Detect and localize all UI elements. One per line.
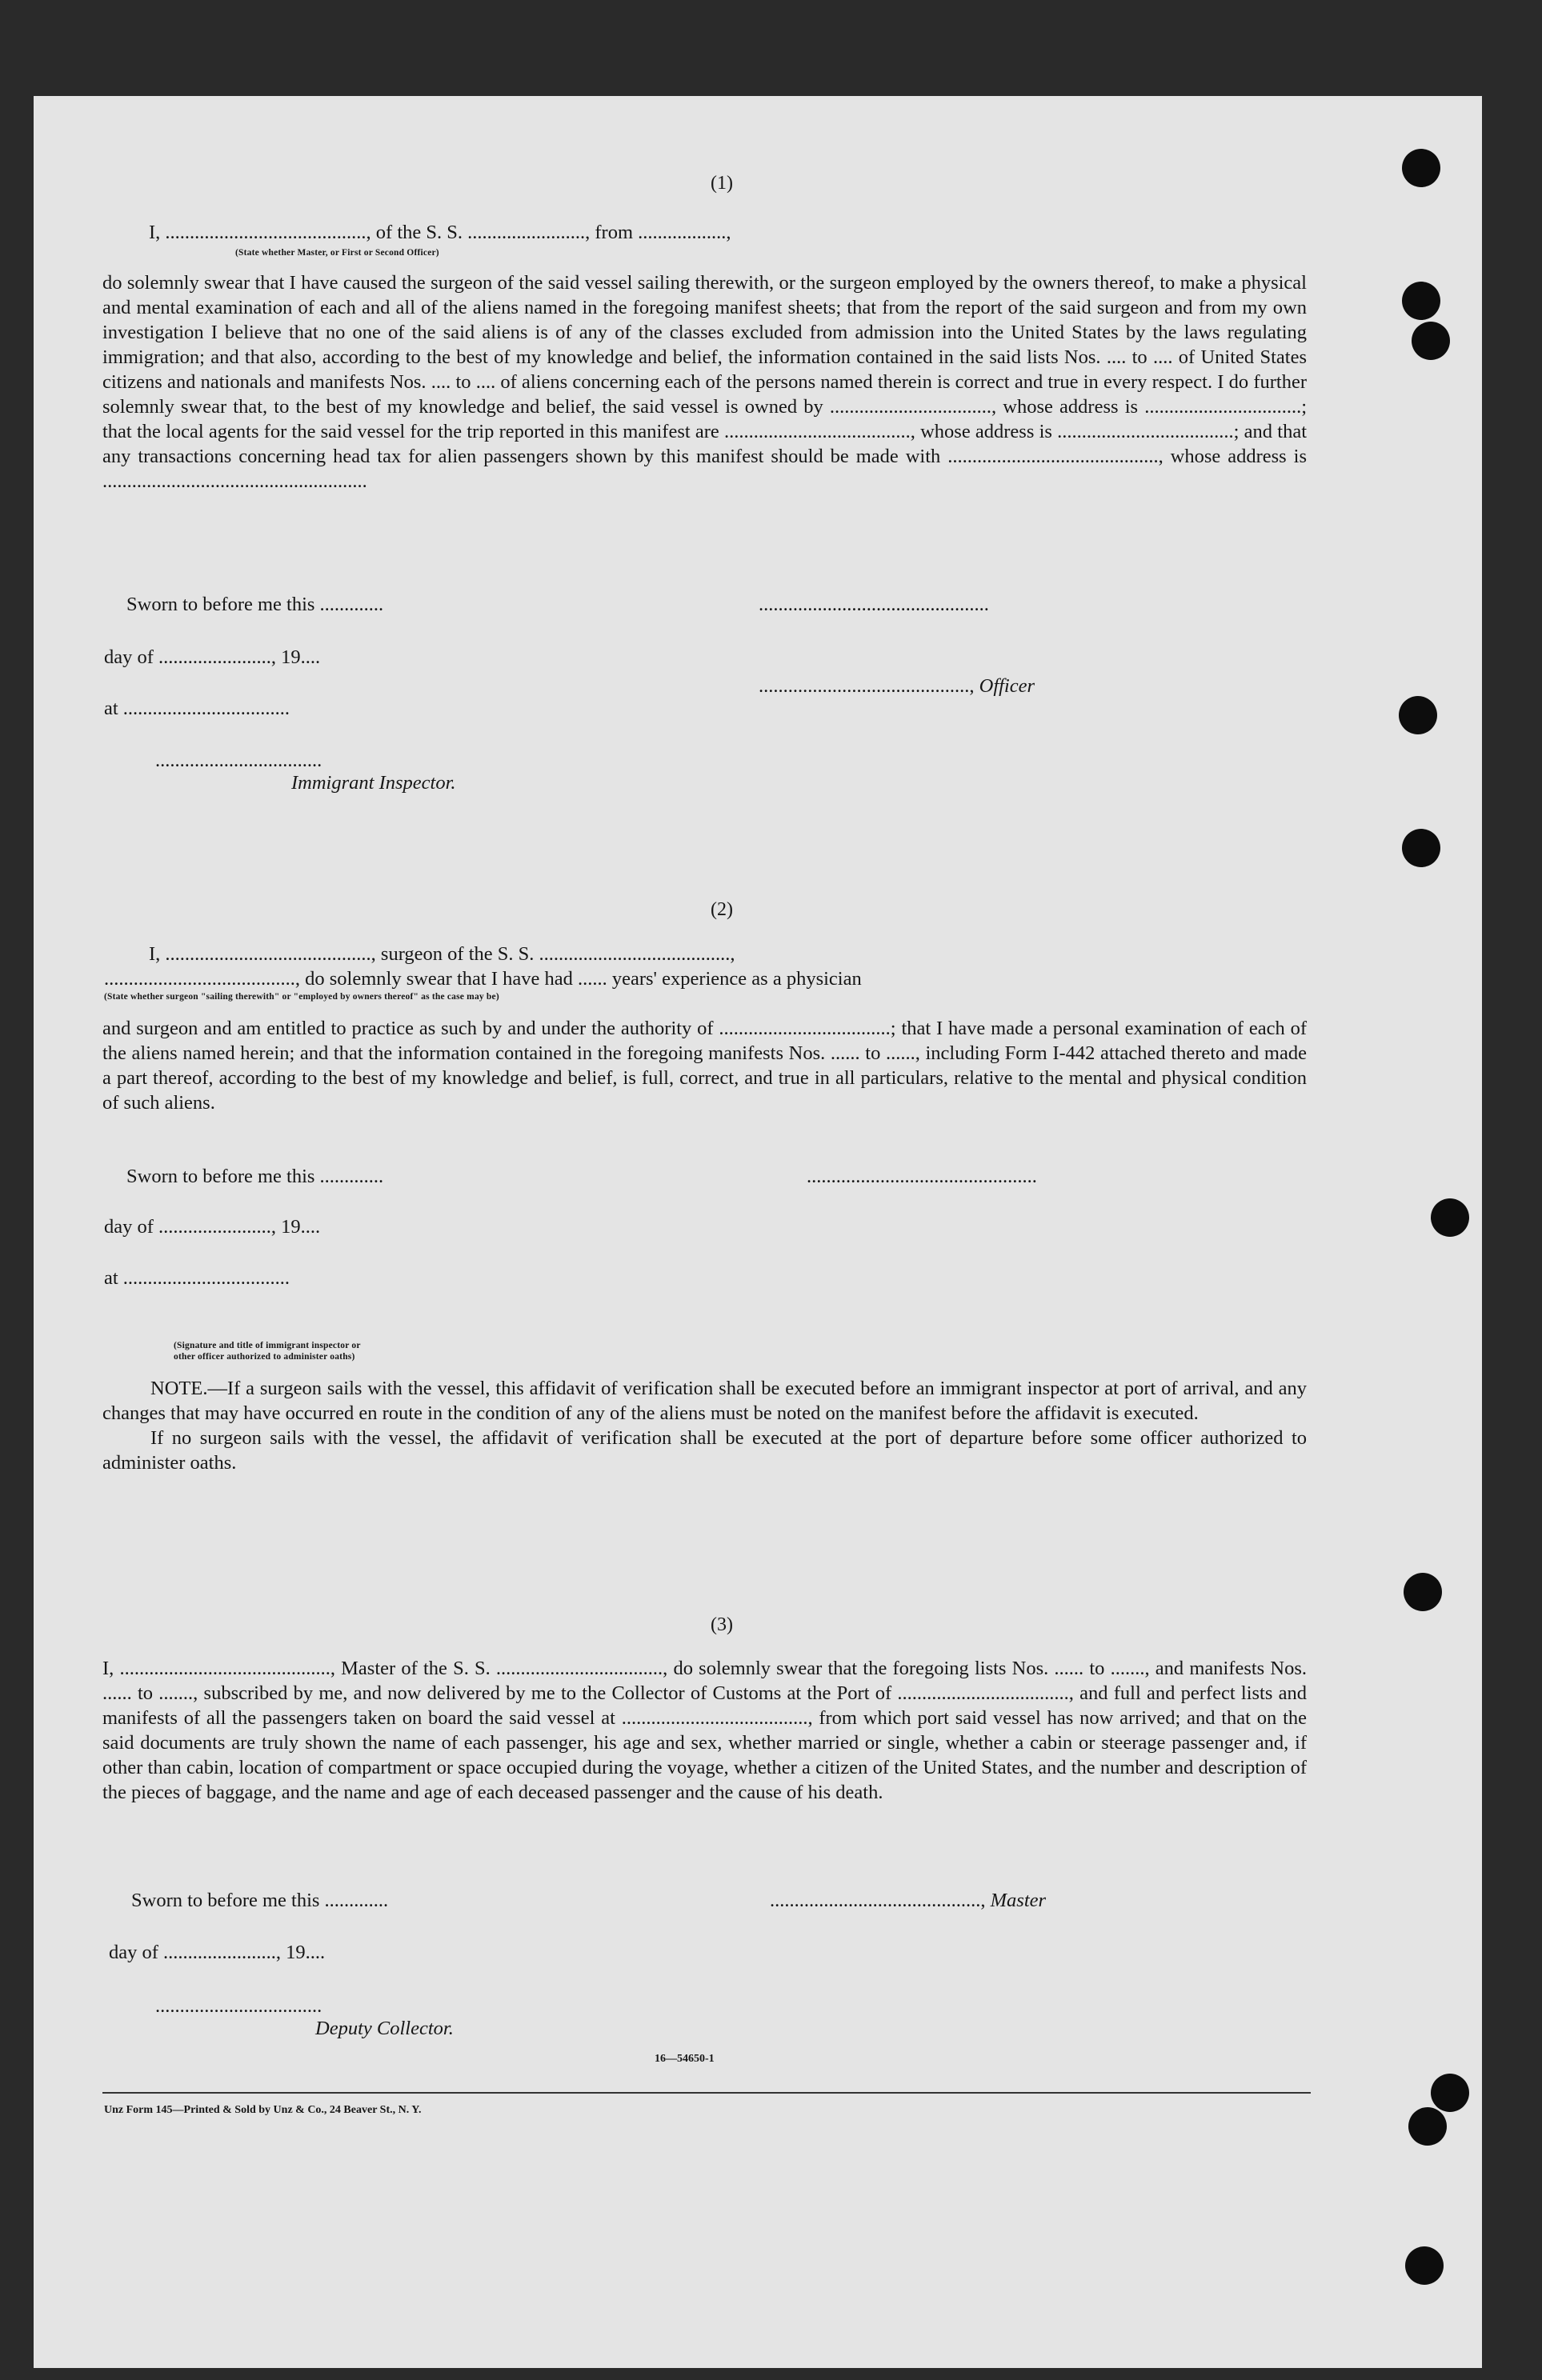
binder-hole	[1402, 829, 1440, 867]
binder-hole	[1402, 282, 1440, 320]
form-number: 16—54650-1	[655, 2053, 715, 2065]
binder-hole	[1431, 2074, 1469, 2112]
section-2-line2: ......................................., do solemnly swear that I have had ...... years' experience as a physician	[104, 968, 862, 990]
section-2-note-paragraphs	[102, 1376, 1307, 1475]
section-2-signature-dots: ...............................................	[807, 1166, 1037, 1187]
section-1-officer-label: Officer	[979, 675, 1035, 697]
section-1-at: at ..................................	[104, 698, 290, 719]
section-1-inspector-label: Immigrant Inspector.	[291, 772, 456, 794]
section-1-body: do solemnly swear that I have caused the surgeon of the said vessel sailing therewith, or the surgeon employed by the owners thereof, to make a physical and mental examination of each and all of the aliens named in the foregoing manifest sheets; that from the report of the said surgeon and from my own investigation I believe that no one of the said aliens is of any of the classes excluded from admission into the United States by the laws regulating immigration; and that also, according to the best of my knowledge and belief, the information contained in the said lists Nos. .... to .... of United States citizens and nationals and manifests Nos. .... to .... of aliens concerning each of the persons named therein is correct and true in every respect. I do further solemnly swear that, to the best of my knowledge and belief, the said vessel is owned by ................................., whose address is ................................; that the local agents for the said vessel for the trip reported in this manifest are ......................................, whose address is ....................................; and that any transactions concerning head tax for alien passengers shown by this manifest should be made with ..........................................., whose address is ......................................................	[102, 272, 1307, 492]
binder-hole	[1404, 1573, 1442, 1611]
section-3-master-label: Master	[990, 1890, 1047, 1911]
section-3-body: I, ..........................................., Master of the S. S. .................................., do solemnly swear that the foregoing lists Nos. ...... to ......., and manifests Nos. ...... to ......., subscribed by me, and now delivered by me to the Collector of Customs at the Port of ..................................., and full and perfect lists and manifests of all the passengers taken on board the said vessel at ......................................, from which port said vessel has now arrived; and that on the said documents are truly shown the name of each passenger, his age and sex, whether married or single, whether a cabin or steerage passenger and, if other than cabin, location of compartment or space occupied during the voyage, whether a citizen of the United States, and the number and description of the pieces of baggage, and the name and age of each deceased passenger and the cause of his death.	[102, 1658, 1307, 1803]
section-2-number: (2)	[711, 899, 733, 920]
section-2-day: day of ......................., 19....	[104, 1216, 321, 1238]
binder-hole	[1412, 322, 1450, 360]
section-3-sworn: Sworn to before me this .............	[131, 1890, 389, 1911]
binder-hole	[1431, 1198, 1469, 1237]
section-1-signature-dots: ...............................................	[759, 594, 989, 615]
binder-hole	[1405, 2246, 1444, 2285]
section-2-signature-note-2: other officer authorized to administer oaths)	[174, 1352, 355, 1362]
footer-rule	[102, 2092, 1311, 2094]
binder-hole	[1399, 696, 1437, 734]
section-3-day: day of ......................., 19....	[109, 1942, 326, 1963]
section-1-sworn: Sworn to before me this .............	[126, 594, 384, 615]
section-1-officer-line	[759, 674, 1035, 698]
section-2-note-para2: If no surgeon sails with the vessel, the affidavit of verification shall be executed at the port of departure before some officer authorized to administer oaths.	[102, 1427, 1307, 1474]
footer-imprint: Unz Form 145—Printed & Sold by Unz & Co., 24 Beaver St., N. Y.	[104, 2104, 422, 2116]
manifest-sheet	[34, 96, 1482, 2368]
section-3-collector-dots: ..................................	[155, 1995, 322, 2017]
section-3-number: (3)	[711, 1614, 733, 1635]
section-2-at: at ..................................	[104, 1267, 290, 1289]
section-2-line1: I, .........................................., surgeon of the S. S. .......................................,	[149, 943, 735, 965]
section-3-master-line	[770, 1888, 1046, 1913]
binder-hole	[1408, 2107, 1447, 2146]
section-2-signature-note-1: (Signature and title of immigrant inspector or	[174, 1341, 361, 1350]
section-1-officer-dots: ...........................................,	[759, 675, 979, 697]
section-2-body: and surgeon and am entitled to practice as such by and under the authority of ...................................; that I have made a personal examination of each of the aliens named herein; and that the information contained in the foregoing manifests Nos. ...... to ......, including Form I-442 attached thereto and made a part thereof, according to the best of my knowledge and belief, is full, correct, and true in all particulars, relative to the mental and physical condition of such aliens.	[102, 1018, 1307, 1114]
section-1-line1: I, ........................................., of the S. S. ........................, from ..................,	[149, 222, 731, 243]
section-2-note-para1: NOTE.—If a surgeon sails with the vessel, this affidavit of verification shall be executed before an immigrant inspector at port of arrival, and any changes that may have occurred en route in the condition of any of the aliens must be noted on the manifest before the affidavit is executed.	[102, 1378, 1307, 1424]
section-1-note: (State whether Master, or First or Second Officer)	[235, 248, 439, 258]
section-1-inspector-dots: ..................................	[155, 750, 322, 771]
section-3-collector-label: Deputy Collector.	[315, 2018, 454, 2039]
section-3-master-dots: ...........................................,	[770, 1890, 991, 1911]
section-1-day: day of ......................., 19....	[104, 646, 321, 668]
section-1-number: (1)	[711, 173, 733, 194]
binder-hole	[1402, 149, 1440, 187]
section-2-note: (State whether surgeon "sailing therewith" or "employed by owners thereof" as the case may be)	[104, 992, 499, 1002]
section-2-sworn: Sworn to before me this .............	[126, 1166, 384, 1187]
